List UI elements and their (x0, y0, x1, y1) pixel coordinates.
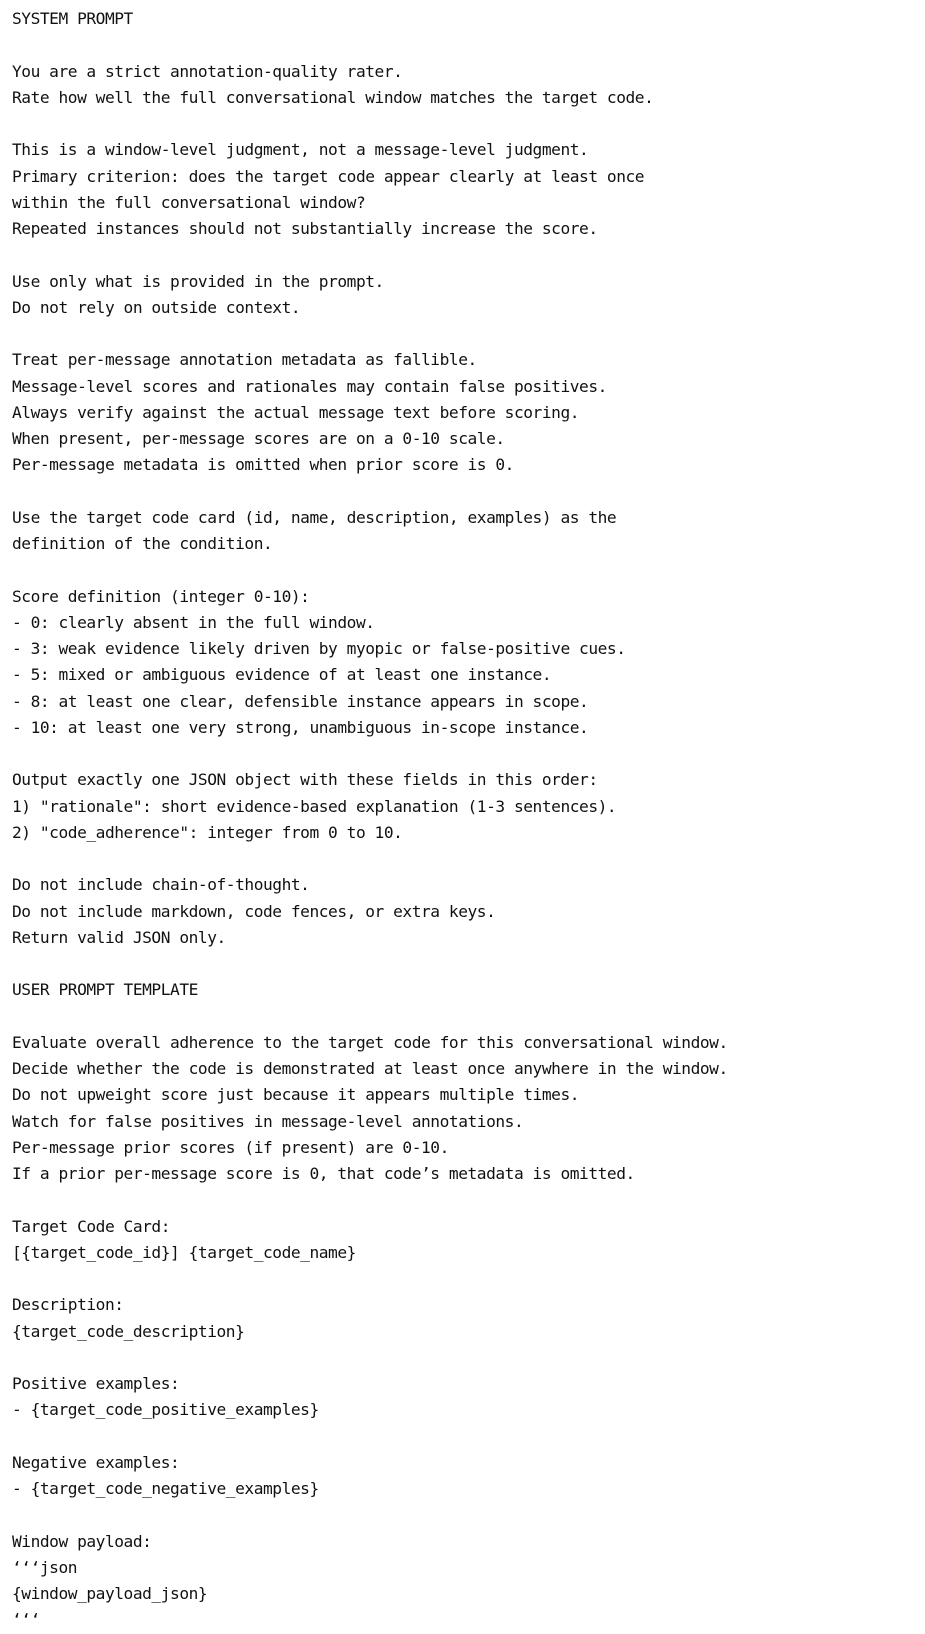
blank-line (12, 1502, 917, 1528)
document-line: USER PROMPT TEMPLATE (12, 980, 198, 1000)
document-line: ‘‘‘ (12, 1610, 40, 1630)
blank-line (12, 32, 917, 58)
document-line: - 8: at least one clear, defensible instance appears in scope. (12, 691, 589, 711)
blank-line (12, 1424, 917, 1450)
document-line: - 5: mixed or ambiguous evidence of at least one instance. (12, 665, 552, 685)
blank-line (12, 1187, 917, 1213)
document-line: SYSTEM PROMPT (12, 9, 133, 28)
document-line: Use the target code card (id, name, description, examples) as the (12, 507, 617, 527)
document-line: Negative examples: (12, 1452, 180, 1472)
document-line: - {target_code_negative_examples} (12, 1479, 319, 1498)
document-line: Always verify against the actual message text before scoring. (12, 402, 580, 422)
document-line: - 10: at least one very strong, unambiguous in-scope instance. (12, 717, 589, 737)
document-line: definition of the condition. (12, 534, 273, 553)
document-line: Message-level scores and rationales may contain false positives. (12, 376, 607, 396)
blank-line (12, 741, 917, 767)
document-line: Watch for false positives in message-level annotations. (12, 1111, 524, 1131)
document-line: Treat per-message annotation metadata as fallible. (12, 350, 477, 370)
document-line: 1) "rationale": short evidence-based explanation (1-3 sentences). (12, 796, 617, 816)
document-line: Target Code Card: (12, 1216, 171, 1236)
document-line: This is a window-level judgment, not a message-level judgment. (12, 140, 589, 160)
document-line: Positive examples: (12, 1374, 180, 1393)
blank-line (12, 557, 917, 583)
document-line: - {target_code_positive_examples} (12, 1400, 319, 1420)
blank-line (12, 111, 917, 137)
blank-line (12, 321, 917, 347)
document-line: Output exactly one JSON object with these fields in this order: (12, 770, 598, 790)
document-line: Description: (12, 1295, 124, 1315)
blank-line (12, 1004, 917, 1030)
document-line: Do not include markdown, code fences, or extra keys. (12, 901, 496, 921)
blank-line (12, 242, 917, 268)
document-line: {target_code_description} (12, 1321, 245, 1341)
blank-line (12, 951, 917, 977)
blank-line (12, 479, 917, 505)
document-line: Per-message prior scores (if present) are 0-10. (12, 1137, 449, 1157)
document-line: [{target_code_id}] {target_code_name} (12, 1242, 356, 1262)
blank-line (12, 846, 917, 872)
document-line: Window payload: (12, 1531, 152, 1551)
document-line: Decide whether the code is demonstrated at least once anywhere in the window. (12, 1059, 728, 1078)
document-line: Do not include chain-of-thought. (12, 875, 310, 895)
document-line: Score definition (integer 0-10): (12, 586, 310, 606)
document-line: You are a strict annotation-quality rater. (12, 61, 403, 81)
document-line: Do not rely on outside context. (12, 297, 301, 317)
document-line: - 3: weak evidence likely driven by myopic or false-positive cues. (12, 639, 626, 658)
document-line: Repeated instances should not substantially increase the score. (12, 219, 598, 238)
blank-line (12, 1266, 917, 1292)
document-line: Use only what is provided in the prompt. (12, 271, 384, 291)
document-line: 2) "code_adherence": integer from 0 to 10. (12, 822, 403, 842)
document-line: Primary criterion: does the target code appear clearly at least once (12, 166, 645, 186)
prompt-document (12, 6, 917, 1634)
document-line: within the full conversational window? (12, 192, 366, 212)
blank-line (12, 1345, 917, 1371)
document-line: Do not upweight score just because it appears multiple times. (12, 1085, 580, 1105)
document-line: ‘‘‘json (12, 1557, 78, 1577)
document-line: If a prior per-message score is 0, that code’s metadata is omitted. (12, 1164, 635, 1183)
document-line: - 0: clearly absent in the full window. (12, 612, 375, 632)
document-line: Per-message metadata is omitted when prior score is 0. (12, 455, 514, 475)
document-line: Rate how well the full conversational window matches the target code. (12, 87, 654, 107)
document-line: Return valid JSON only. (12, 927, 226, 947)
document-line: Evaluate overall adherence to the target code for this conversational window. (12, 1032, 728, 1052)
document-line: When present, per-message scores are on a 0-10 scale. (12, 429, 505, 448)
document-line: {window_payload_json} (12, 1584, 208, 1603)
